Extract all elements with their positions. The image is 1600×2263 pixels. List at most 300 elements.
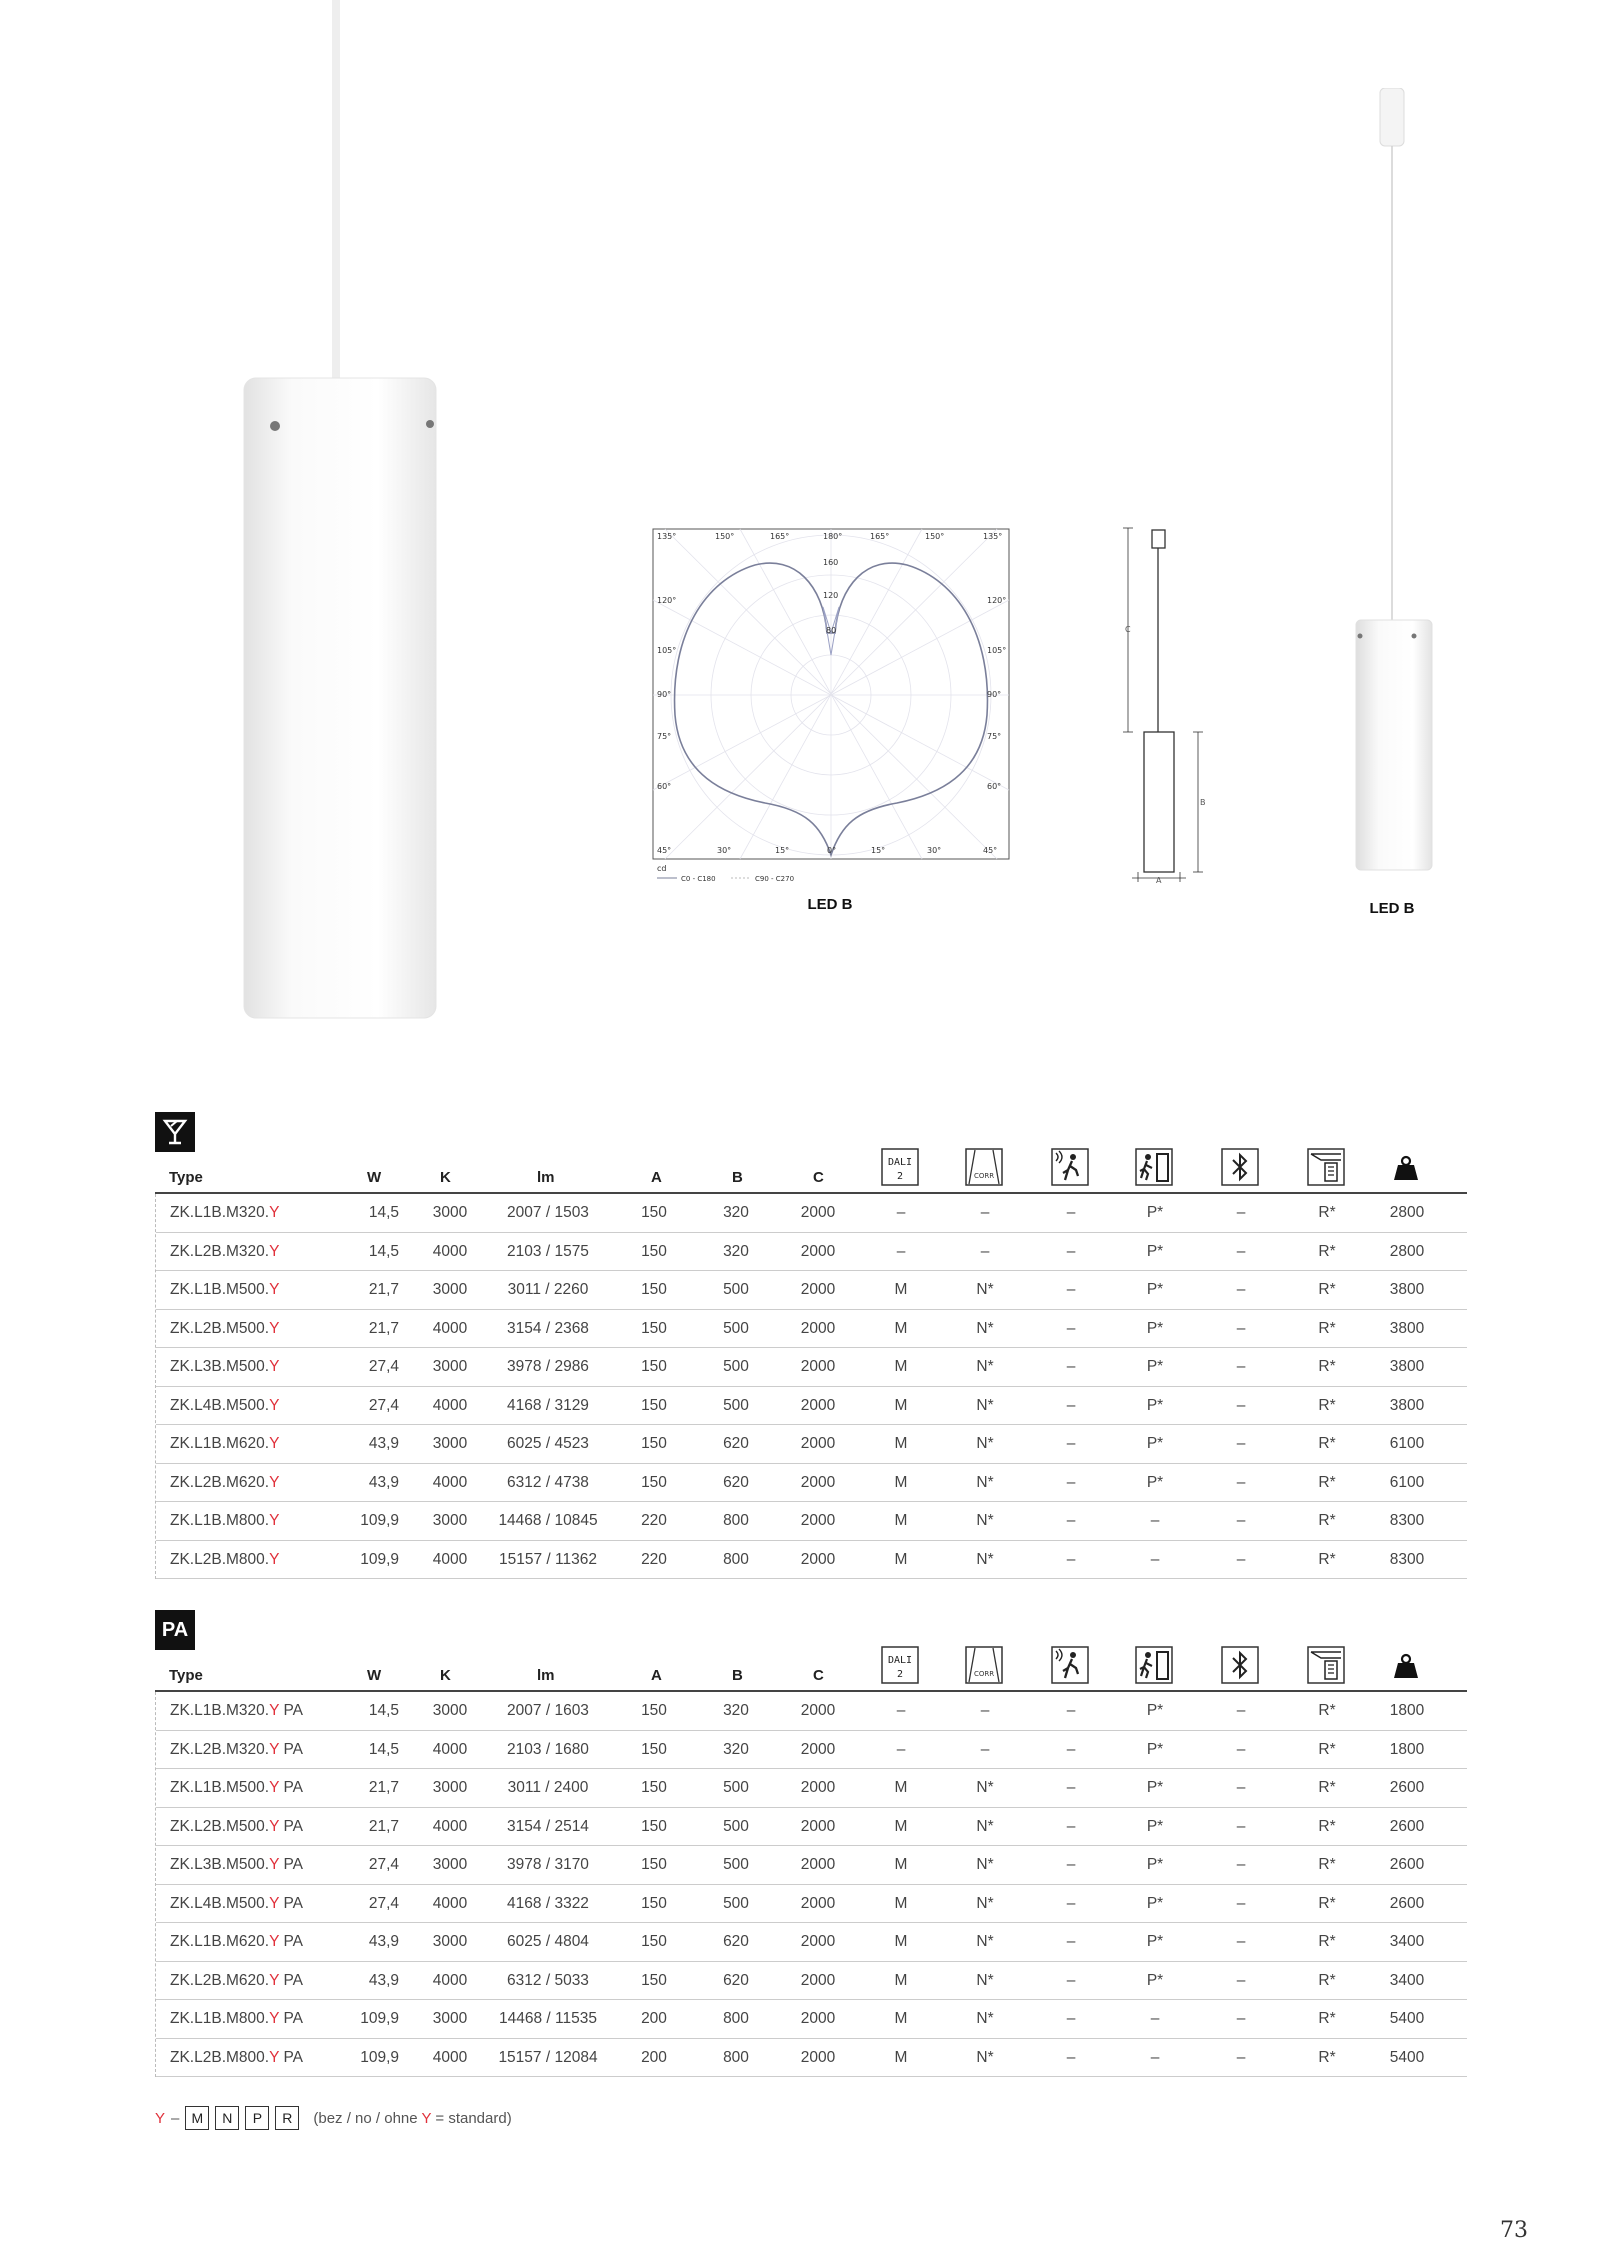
cell-sensor: –: [1066, 1740, 1076, 1758]
page-number: 73: [1500, 2218, 1528, 2243]
table-row: [156, 1541, 1467, 1580]
cell-dali: M: [894, 1817, 908, 1835]
corr-text: CORR: [973, 1172, 995, 1180]
cell-c: 2000: [800, 1779, 836, 1796]
cell-k: 3000: [432, 1856, 468, 1873]
cell-corr: –: [980, 1204, 990, 1221]
cell-w: 27,4: [368, 1856, 399, 1873]
legend-note-y: Y: [421, 2109, 432, 2127]
dimension-label-b: B: [1200, 798, 1206, 807]
cell-corr: N*: [976, 1779, 994, 1796]
cell-a: 150: [641, 1396, 667, 1414]
col-b: B: [732, 1667, 743, 1684]
cell-w: 27,4: [368, 1396, 399, 1414]
cell-lm: 4168 / 3129: [507, 1396, 589, 1414]
cell-corr: N*: [976, 1550, 994, 1568]
cell-bt: –: [1236, 1740, 1246, 1758]
cell-sensor: –: [1066, 1396, 1076, 1414]
cell-emergency: P*: [1146, 1319, 1164, 1337]
polar-label-bottom-5: 30°: [927, 846, 942, 855]
cell-emergency: P*: [1146, 1473, 1164, 1491]
cell-weight: 5400: [1389, 2048, 1425, 2066]
polar-radial-80: 80: [826, 626, 837, 635]
cell-remote: R*: [1318, 1319, 1336, 1337]
cell-a: 220: [641, 1550, 667, 1568]
cell-b: 800: [723, 1512, 749, 1529]
type-base: ZK.L4B.M500.: [170, 1894, 270, 1912]
cell-emergency: –: [1150, 1512, 1160, 1529]
type-base: ZK.L1B.M800.: [170, 1512, 270, 1529]
type-variant: Y: [269, 1435, 280, 1452]
cell-b: 500: [723, 1856, 749, 1873]
cell-sensor: –: [1066, 1779, 1076, 1796]
cell-k: 4000: [432, 1319, 468, 1337]
cell-emergency: P*: [1146, 1702, 1164, 1719]
cell-weight: 5400: [1389, 2010, 1425, 2027]
cell-weight: 3800: [1389, 1396, 1425, 1414]
legend-option-n: N: [215, 2106, 239, 2130]
cell-lm: 6312 / 5033: [507, 1971, 589, 1989]
cell-remote: R*: [1318, 1971, 1336, 1989]
type-base: ZK.L2B.M320.: [170, 1740, 270, 1758]
cell-b: 800: [723, 1550, 749, 1568]
cell-emergency: P*: [1146, 1242, 1164, 1260]
polar-label-top-4: 165°: [870, 532, 890, 541]
cell-emergency: P*: [1146, 1435, 1164, 1452]
col-a: A: [651, 1169, 662, 1186]
cell-bt: –: [1236, 1894, 1246, 1912]
cell-corr: N*: [976, 1396, 994, 1414]
cell-lm: 4168 / 3322: [507, 1894, 589, 1912]
dali-version: 2: [896, 1669, 904, 1680]
cell-a: 200: [641, 2010, 667, 2027]
cell-k: 3000: [432, 1512, 468, 1529]
glass-icon: [155, 1112, 195, 1152]
cell-lm: 6025 / 4804: [507, 1933, 589, 1950]
cell-b: 320: [723, 1242, 749, 1260]
polar-label-bottom-1: 30°: [717, 846, 732, 855]
cell-type: [170, 1856, 303, 1874]
cell-k: 4000: [432, 1817, 468, 1835]
cell-dali: M: [894, 1281, 908, 1298]
polar-label-right-0: 120°: [987, 596, 1007, 605]
type-base: ZK.L3B.M500.: [170, 1856, 270, 1873]
cell-k: 3000: [432, 1281, 468, 1298]
cell-emergency: P*: [1146, 1740, 1164, 1758]
cell-sensor: –: [1066, 1856, 1076, 1873]
cell-remote: R*: [1318, 1740, 1336, 1758]
cell-b: 320: [723, 1702, 749, 1719]
cell-w: 43,9: [368, 1971, 399, 1989]
cell-weight: 3800: [1389, 1358, 1425, 1375]
cell-bt: –: [1236, 1971, 1246, 1989]
cell-type: [170, 1358, 279, 1376]
cell-k: 3000: [432, 1933, 468, 1950]
table-row: [156, 1194, 1467, 1233]
polar-label-left-3: 75°: [657, 732, 672, 741]
table-row: [156, 2000, 1467, 2039]
polar-legend-c90: C90 - C270: [755, 875, 795, 883]
type-base: ZK.L1B.M620.: [170, 1435, 270, 1452]
cell-corr: N*: [976, 1473, 994, 1491]
cell-lm: 2007 / 1503: [507, 1204, 589, 1221]
col-type: Type: [169, 1667, 203, 1684]
cell-c: 2000: [800, 1740, 836, 1758]
cell-weight: 2800: [1389, 1242, 1425, 1260]
cell-bt: –: [1236, 1933, 1246, 1950]
cell-k: 4000: [432, 1894, 468, 1912]
cell-dali: M: [894, 1856, 908, 1873]
cell-remote: R*: [1318, 1204, 1336, 1221]
weight-icon: [1392, 1154, 1420, 1182]
cell-remote: R*: [1318, 1396, 1336, 1414]
corridor-icon: [965, 1646, 1003, 1684]
cell-a: 150: [641, 1817, 667, 1835]
cell-a: 150: [641, 1281, 667, 1298]
cell-remote: R*: [1318, 2048, 1336, 2066]
cell-k: 4000: [432, 1396, 468, 1414]
cell-a: 150: [641, 1319, 667, 1337]
cell-remote: R*: [1318, 1550, 1336, 1568]
cell-emergency: P*: [1146, 1396, 1164, 1414]
col-b: B: [732, 1169, 743, 1186]
cell-type: [170, 1435, 279, 1453]
bluetooth-icon: [1221, 1148, 1259, 1186]
type-suffix: PA: [279, 1894, 303, 1912]
cell-w: 14,5: [368, 1204, 399, 1221]
dali-text: DALI: [887, 1157, 913, 1168]
type-base: ZK.L1B.M320.: [170, 1702, 270, 1719]
cell-w: 27,4: [368, 1894, 399, 1912]
cell-lm: 3154 / 2368: [507, 1319, 589, 1337]
cell-lm: 3978 / 3170: [507, 1856, 589, 1873]
cell-k: 4000: [432, 1550, 468, 1568]
table-header: [155, 1152, 1467, 1194]
cell-b: 500: [723, 1281, 749, 1298]
cell-a: 200: [641, 2048, 667, 2066]
type-base: ZK.L1B.M500.: [170, 1779, 270, 1796]
cell-w: 21,7: [368, 1779, 399, 1796]
cell-w: 109,9: [360, 2010, 399, 2027]
cell-c: 2000: [800, 1473, 836, 1491]
cell-bt: –: [1236, 1435, 1246, 1452]
cell-bt: –: [1236, 1204, 1246, 1221]
cell-c: 2000: [800, 1435, 836, 1452]
cell-corr: –: [980, 1740, 990, 1758]
cell-bt: –: [1236, 1473, 1246, 1491]
cell-w: 43,9: [368, 1933, 399, 1950]
cell-dali: M: [894, 1473, 908, 1491]
cell-lm: 14468 / 10845: [498, 1512, 598, 1529]
cell-k: 3000: [432, 2010, 468, 2027]
type-variant: Y: [269, 1319, 280, 1337]
cell-emergency: P*: [1146, 1358, 1164, 1375]
col-c: C: [813, 1169, 824, 1186]
cell-remote: R*: [1318, 1473, 1336, 1491]
cell-dali: –: [896, 1204, 906, 1221]
cell-dali: M: [894, 1894, 908, 1912]
type-base: ZK.L2B.M620.: [170, 1971, 270, 1989]
type-variant: Y: [269, 1817, 280, 1835]
type-base: ZK.L2B.M320.: [170, 1242, 270, 1260]
cell-type: [170, 1741, 303, 1759]
col-w: W: [367, 1169, 382, 1186]
cell-sensor: –: [1066, 1894, 1076, 1912]
type-variant: Y: [269, 1894, 280, 1912]
type-base: ZK.L2B.M620.: [170, 1473, 270, 1491]
cell-c: 2000: [800, 1396, 836, 1414]
polar-radial-160: 160: [823, 558, 839, 567]
cell-c: 2000: [800, 1971, 836, 1989]
type-base: ZK.L2B.M500.: [170, 1319, 270, 1337]
cell-b: 620: [723, 1933, 749, 1950]
cell-bt: –: [1236, 2048, 1246, 2066]
cell-emergency: P*: [1146, 1856, 1164, 1873]
cell-dali: M: [894, 1779, 908, 1796]
cell-sensor: –: [1066, 1281, 1076, 1298]
type-base: ZK.L2B.M800.: [170, 1550, 270, 1568]
cell-k: 3000: [432, 1702, 468, 1719]
cell-a: 150: [641, 1933, 667, 1950]
cell-bt: –: [1236, 1281, 1246, 1298]
cell-b: 500: [723, 1319, 749, 1337]
polar-label-bottom-3: 0°: [827, 846, 837, 855]
polar-label-bottom-6: 45°: [983, 846, 998, 855]
legend-option-p: P: [245, 2106, 269, 2130]
cell-w: 21,7: [368, 1319, 399, 1337]
cell-k: 4000: [432, 2048, 468, 2066]
table-row: [156, 1962, 1467, 2001]
polar-label-left-0: 120°: [657, 596, 677, 605]
pendant-luminaire-photo-large: [240, 0, 440, 1020]
type-base: ZK.L4B.M500.: [170, 1396, 270, 1414]
cell-dali: M: [894, 1550, 908, 1568]
cell-bt: –: [1236, 2010, 1246, 2027]
cell-remote: R*: [1318, 1933, 1336, 1950]
polar-radial-120: 120: [823, 591, 839, 600]
cell-a: 150: [641, 1702, 667, 1719]
pendant-luminaire-photo-small: [1340, 88, 1446, 888]
cell-lm: 2007 / 1603: [507, 1702, 589, 1719]
cell-emergency: P*: [1146, 1779, 1164, 1796]
table-row: [156, 1808, 1467, 1847]
cell-weight: 1800: [1389, 1740, 1425, 1758]
cell-weight: 2800: [1389, 1204, 1425, 1221]
cell-remote: R*: [1318, 1779, 1336, 1796]
cell-dali: M: [894, 2010, 908, 2027]
cell-k: 4000: [432, 1740, 468, 1758]
cell-w: 43,9: [368, 1435, 399, 1452]
cell-remote: R*: [1318, 1242, 1336, 1260]
cell-type: [170, 1474, 279, 1492]
cell-emergency: P*: [1146, 1971, 1164, 1989]
cell-dali: M: [894, 1396, 908, 1414]
cell-a: 220: [641, 1512, 667, 1529]
cell-w: 21,7: [368, 1281, 399, 1298]
cell-a: 150: [641, 1971, 667, 1989]
cell-k: 3000: [432, 1779, 468, 1796]
cell-dali: –: [896, 1702, 906, 1719]
cell-c: 2000: [800, 2010, 836, 2027]
legend-option-r: R: [275, 2106, 299, 2130]
cell-lm: 14468 / 11535: [499, 2010, 597, 2027]
cell-bt: –: [1236, 1242, 1246, 1260]
cell-remote: R*: [1318, 2010, 1336, 2027]
dali-text: DALI: [887, 1655, 913, 1666]
cell-weight: 6100: [1389, 1435, 1425, 1452]
type-base: ZK.L1B.M500.: [170, 1281, 270, 1298]
cell-sensor: –: [1066, 1319, 1076, 1337]
cell-c: 2000: [800, 1319, 836, 1337]
product-photo-caption: LED B: [1369, 900, 1415, 917]
cell-lm: 3978 / 2986: [507, 1358, 589, 1375]
cell-w: 14,5: [368, 1702, 399, 1719]
polar-diagram-caption: LED B: [807, 896, 853, 913]
type-suffix: PA: [279, 1933, 303, 1950]
cell-b: 800: [723, 2048, 749, 2066]
emergency-exit-icon: [1135, 1148, 1173, 1186]
cell-c: 2000: [800, 1550, 836, 1568]
table-row: [156, 1731, 1467, 1770]
cell-a: 150: [641, 1435, 667, 1452]
cell-b: 620: [723, 1971, 749, 1989]
polar-label-top-0: 135°: [657, 532, 677, 541]
bluetooth-icon: [1221, 1646, 1259, 1684]
cell-c: 2000: [800, 1204, 836, 1221]
cell-b: 500: [723, 1779, 749, 1796]
cell-lm: 3011 / 2400: [507, 1779, 589, 1796]
cell-sensor: –: [1066, 1473, 1076, 1491]
type-variant: Y: [269, 1358, 280, 1375]
corridor-icon: [965, 1148, 1003, 1186]
type-variant: Y: [269, 1856, 280, 1873]
cell-type: [170, 1512, 279, 1530]
type-variant: Y: [269, 1204, 280, 1221]
type-suffix: PA: [279, 1702, 303, 1719]
polar-legend-c0: C0 - C180: [681, 875, 716, 883]
type-suffix: PA: [279, 1740, 303, 1758]
cell-emergency: P*: [1146, 1894, 1164, 1912]
cell-sensor: –: [1066, 1817, 1076, 1835]
table-row: [156, 1923, 1467, 1962]
cell-c: 2000: [800, 1817, 836, 1835]
legend-note-suffix: = standard): [431, 2109, 512, 2127]
emergency-exit-icon: [1135, 1646, 1173, 1684]
polar-label-right-1: 105°: [987, 646, 1007, 655]
type-variant: Y: [269, 2048, 280, 2066]
table-row: [156, 1885, 1467, 1924]
remote-control-icon: [1307, 1646, 1345, 1684]
col-w: W: [367, 1667, 382, 1684]
cell-corr: N*: [976, 1512, 994, 1529]
type-variant: Y: [269, 1512, 280, 1529]
polar-label-right-3: 75°: [987, 732, 1002, 741]
dali-2-icon: [881, 1646, 919, 1684]
cell-sensor: –: [1066, 1702, 1076, 1719]
cell-bt: –: [1236, 1856, 1246, 1873]
polar-label-top-6: 135°: [983, 532, 1003, 541]
cell-type: [170, 1397, 279, 1415]
cell-bt: –: [1236, 1396, 1246, 1414]
cell-weight: 3400: [1389, 1933, 1425, 1950]
type-variant: Y: [269, 1933, 280, 1950]
cell-bt: –: [1236, 1817, 1246, 1835]
cell-lm: 6312 / 4738: [507, 1473, 589, 1491]
cell-lm: 6025 / 4523: [507, 1435, 589, 1452]
cell-weight: 2600: [1389, 1817, 1425, 1835]
polar-unit: cd: [657, 864, 667, 873]
cell-corr: –: [980, 1242, 990, 1260]
cell-corr: N*: [976, 1817, 994, 1835]
motion-sensor-icon: [1051, 1646, 1089, 1684]
col-type: Type: [169, 1169, 203, 1186]
cell-lm: 15157 / 11362: [499, 1550, 597, 1568]
cell-dali: M: [894, 2048, 908, 2066]
cell-a: 150: [641, 1204, 667, 1221]
cell-bt: –: [1236, 1319, 1246, 1337]
cell-sensor: –: [1066, 1971, 1076, 1989]
cell-type: [170, 1320, 279, 1338]
cell-c: 2000: [800, 1281, 836, 1298]
cell-b: 500: [723, 1817, 749, 1835]
cell-a: 150: [641, 1894, 667, 1912]
cell-remote: R*: [1318, 1894, 1336, 1912]
cell-emergency: P*: [1146, 1281, 1164, 1298]
cell-w: 14,5: [368, 1242, 399, 1260]
cell-emergency: –: [1150, 1550, 1160, 1568]
cell-b: 620: [723, 1473, 749, 1491]
cell-bt: –: [1236, 1550, 1246, 1568]
cell-lm: 3154 / 2514: [507, 1817, 589, 1835]
cell-weight: 1800: [1389, 1702, 1425, 1719]
table-row: [156, 2039, 1467, 2078]
table-row: [156, 1271, 1467, 1310]
cell-b: 500: [723, 1358, 749, 1375]
col-lm: lm: [537, 1667, 555, 1684]
cell-k: 3000: [432, 1435, 468, 1452]
cell-emergency: –: [1150, 2048, 1160, 2066]
legend-option-m: M: [185, 2106, 209, 2130]
type-base: ZK.L2B.M800.: [170, 2048, 270, 2066]
cell-sensor: –: [1066, 1435, 1076, 1452]
cell-k: 4000: [432, 1242, 468, 1260]
type-variant: Y: [269, 1473, 280, 1491]
cell-k: 4000: [432, 1473, 468, 1491]
legend-note: [313, 2110, 511, 2127]
cell-w: 43,9: [368, 1473, 399, 1491]
cell-type: [170, 2049, 303, 2067]
cell-bt: –: [1236, 1512, 1246, 1529]
cell-type: [170, 1933, 303, 1951]
cell-a: 150: [641, 1856, 667, 1873]
type-base: ZK.L3B.M500.: [170, 1358, 270, 1375]
cell-dali: –: [896, 1242, 906, 1260]
cell-sensor: –: [1066, 1358, 1076, 1375]
cell-c: 2000: [800, 1358, 836, 1375]
cell-w: 21,7: [368, 1817, 399, 1835]
type-variant: Y: [269, 1396, 280, 1414]
cell-type: [170, 1779, 303, 1797]
cell-lm: 15157 / 12084: [498, 2048, 598, 2066]
cell-remote: R*: [1318, 1358, 1336, 1375]
variant-legend: [155, 2106, 512, 2130]
cell-corr: –: [980, 1702, 990, 1719]
cell-w: 14,5: [368, 1740, 399, 1758]
cell-type: [170, 1281, 279, 1299]
cell-weight: 6100: [1389, 1473, 1425, 1491]
cell-c: 2000: [800, 1512, 836, 1529]
table-header: [155, 1650, 1467, 1692]
